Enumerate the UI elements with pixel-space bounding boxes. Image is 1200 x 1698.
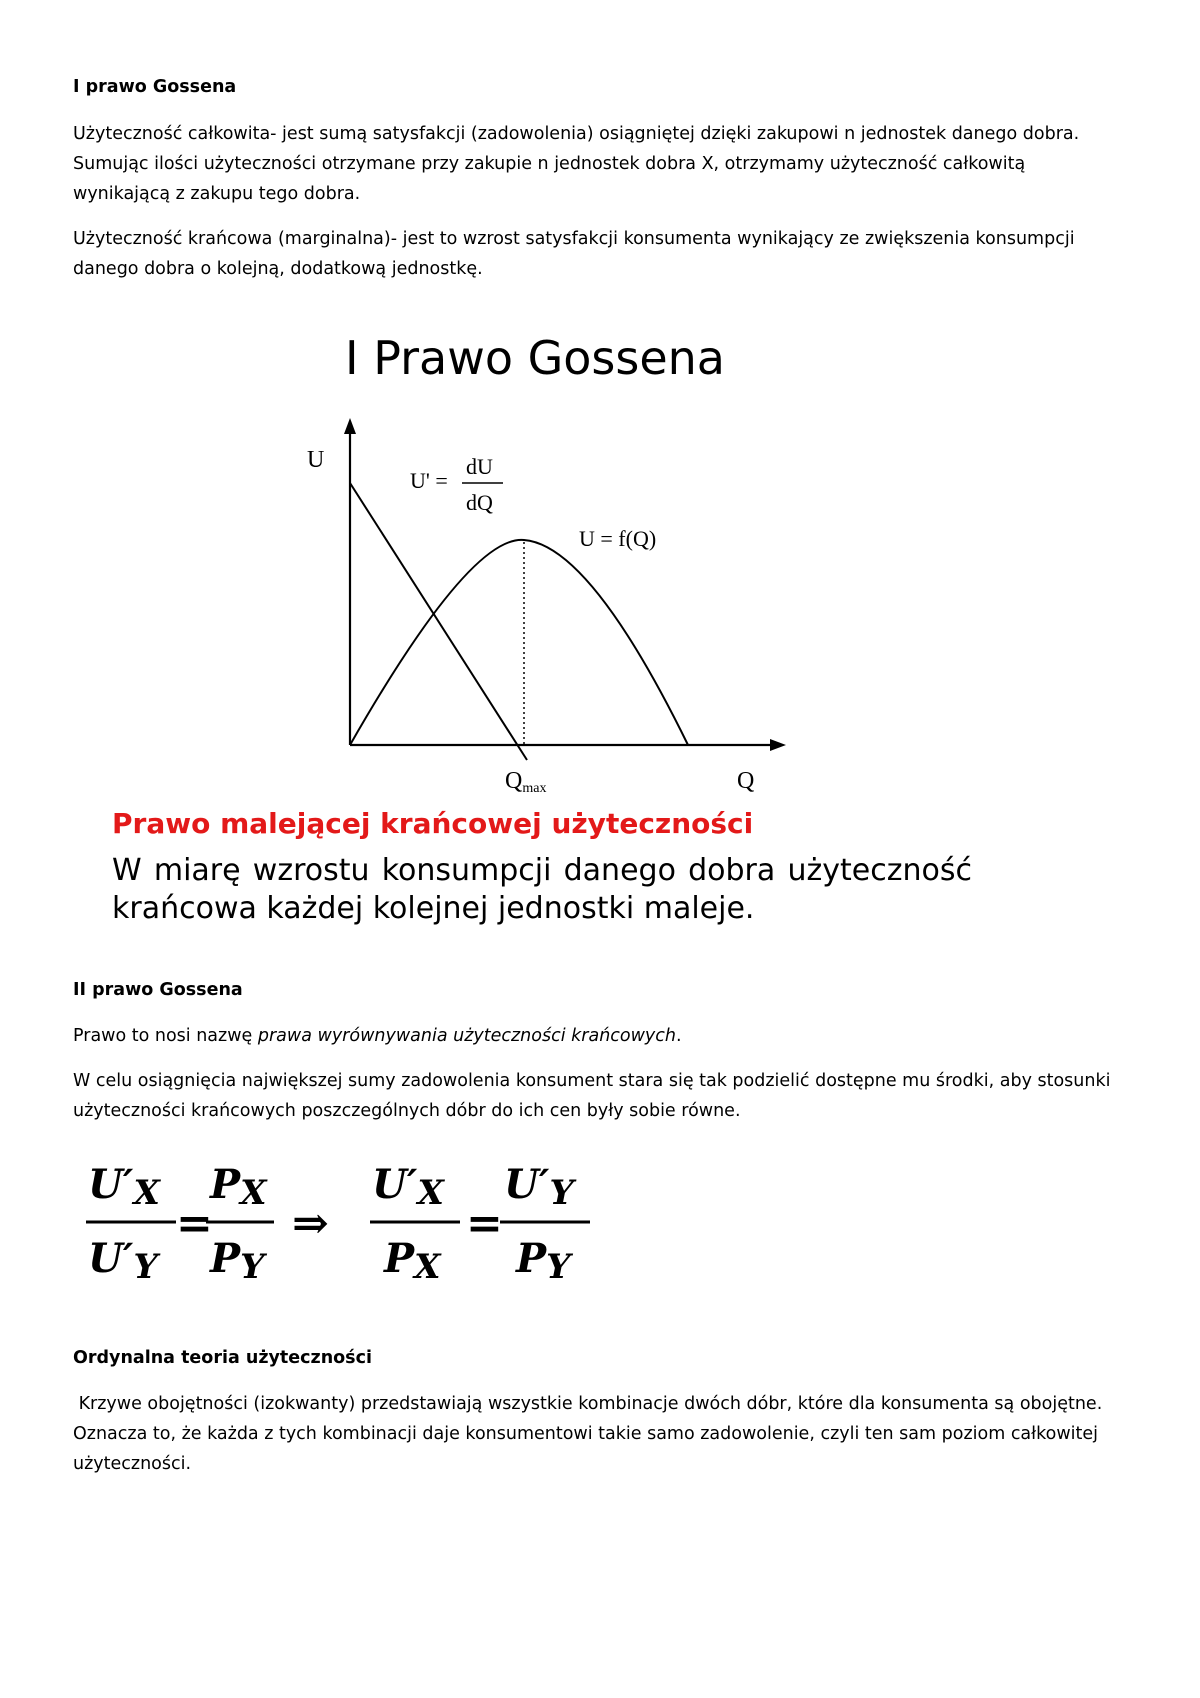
text-suffix: .	[676, 1026, 682, 1046]
subscript-y: Y	[240, 1247, 265, 1287]
law-word: danego	[563, 853, 676, 888]
text-line: użyteczności.	[73, 1454, 192, 1474]
equals-sign: =	[176, 1198, 213, 1249]
text-line: Oznacza to, że każda z tych kombinacji daje konsumentowi takie samo zadowolenie, czyli ten sam poziom całkowitej	[73, 1424, 1099, 1444]
paragraph-indifference-curves	[73, 1389, 1133, 1479]
text-line: Użyteczność całkowita- jest sumą satysfakcji (zadowolenia) osiągniętej dzięki zakupowi n jednostek danego dobra.	[73, 124, 1080, 144]
section-heading-2: II prawo Gossena	[73, 980, 243, 1000]
marginal-numerator: dU	[466, 454, 493, 479]
implies-arrow: ⇒	[292, 1198, 329, 1249]
marginal-utility-label: U' =	[410, 468, 448, 493]
law-line-1	[112, 852, 972, 890]
text-line: danego dobra o kolejną, dodatkową jednostkę.	[73, 259, 483, 279]
section-heading-3: Ordynalna teoria użyteczności	[73, 1348, 372, 1368]
paragraph-equalization	[73, 1066, 1133, 1126]
formula-ux	[372, 1161, 445, 1213]
gossen-diagram	[290, 410, 810, 800]
formula-ux	[88, 1161, 161, 1213]
equals-sign: =	[466, 1198, 503, 1249]
law-word: konsumpcji	[381, 853, 552, 888]
symbol-u: U′	[504, 1161, 550, 1208]
paragraph-total-utility	[73, 119, 1133, 209]
subscript-y: Y	[546, 1247, 571, 1287]
text-line: Krzywe obojętności (izokwanty) przedstawiają wszystkie kombinacje dwóch dóbr, które dla konsumenta są obojętne.	[73, 1394, 1103, 1414]
figure-title: I Prawo Gossena	[345, 331, 725, 385]
law-line-2: krańcowa każdej kolejnej jednostki maleje.	[112, 891, 755, 926]
x-axis-arrow	[770, 739, 786, 751]
symbol-p: P	[384, 1235, 415, 1282]
symbol-p: P	[210, 1235, 241, 1282]
section-heading-1: I prawo Gossena	[73, 77, 237, 97]
symbol-u: U′	[372, 1161, 418, 1208]
qmax-main: Q	[505, 768, 523, 794]
total-utility-curve	[350, 540, 688, 745]
symbol-p: P	[516, 1235, 547, 1282]
italic-term: prawa wyrównywania użyteczności krańcowych	[257, 1026, 676, 1046]
x-axis-label: Q	[737, 768, 755, 794]
symbol-u: U′	[88, 1235, 134, 1282]
law-word: miarę	[153, 853, 241, 888]
marginal-denominator: dQ	[466, 490, 493, 515]
law-word: użyteczność	[787, 853, 972, 888]
subscript-x: X	[133, 1173, 160, 1213]
total-utility-label: U = f(Q)	[579, 526, 657, 551]
marginal-utility-line	[350, 483, 527, 760]
paragraph-law-name	[73, 1021, 1133, 1051]
formula-py	[515, 1235, 573, 1287]
text-line: wynikającą z zakupu tego dobra.	[73, 184, 361, 204]
text-prefix: Prawo to nosi nazwę	[73, 1026, 258, 1046]
formula-py	[209, 1235, 267, 1287]
law-word: dobra	[688, 853, 776, 888]
equalization-formula	[80, 1150, 640, 1300]
subscript-y: Y	[549, 1173, 574, 1213]
subscript-x: X	[417, 1173, 444, 1213]
y-axis-arrow	[344, 418, 356, 434]
law-statement	[112, 852, 1012, 928]
law-title: Prawo malejącej krańcowej użyteczności	[112, 807, 754, 840]
subscript-y: Y	[133, 1247, 158, 1287]
formula-px	[209, 1161, 268, 1213]
paragraph-marginal-utility	[73, 224, 1133, 284]
symbol-u: U′	[88, 1161, 134, 1208]
subscript-x: X	[414, 1247, 441, 1287]
symbol-p: P	[210, 1161, 241, 1208]
qmax-subscript: max	[522, 781, 547, 796]
y-axis-label: U	[307, 447, 325, 473]
law-word: wzrostu	[252, 853, 370, 888]
text-line: użyteczności krańcowych poszczególnych dóbr do ich cen były sobie równe.	[73, 1101, 741, 1121]
text-line: W celu osiągnięcia największej sumy zadowolenia konsument stara się tak podzielić dostępne mu środki, aby stosunki	[73, 1071, 1111, 1091]
formula-px	[383, 1235, 442, 1287]
subscript-x: X	[240, 1173, 267, 1213]
formula-uy	[504, 1161, 576, 1213]
qmax-label	[505, 768, 546, 796]
formula-uy	[88, 1235, 160, 1287]
law-word: W	[112, 853, 142, 888]
text-line: Użyteczność krańcowa (marginalna)- jest to wzrost satysfakcji konsumenta wynikający ze zwiększenia konsumpcji	[73, 229, 1075, 249]
law-box	[112, 806, 1012, 928]
text-line: Sumując ilości użyteczności otrzymane przy zakupie n jednostek dobra X, otrzymamy użyteczność całkowitą	[73, 154, 1026, 174]
